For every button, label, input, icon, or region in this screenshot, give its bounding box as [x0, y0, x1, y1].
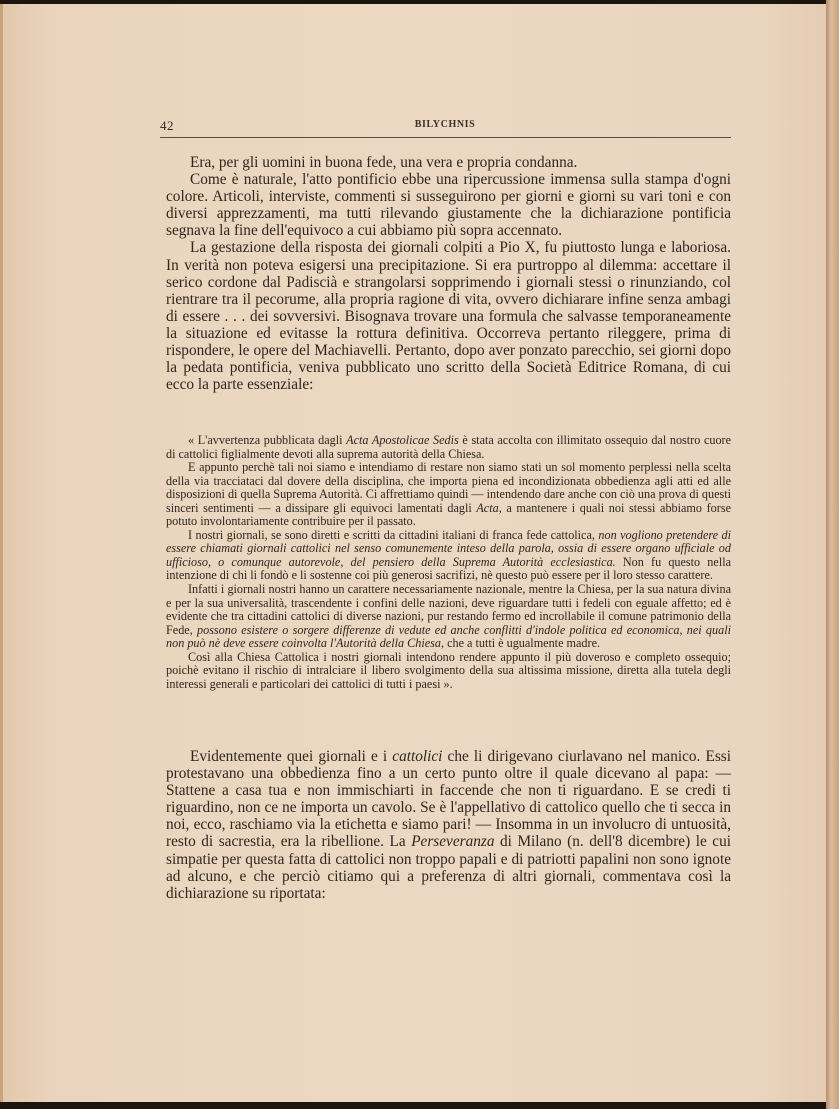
quote-italic: Acta Apostolicae Sedis: [346, 433, 459, 447]
body-text: che li dirigevano ciurlavano nel manico. Essi protestavano una obbedienza fino a un certo punto oltre il quale dicevano al papa: — Stattene a casa tua e non immischiarti in faccende che non ti riguardano. E se credi ti riguardino, non ce ne importa un cavolo. Se è l'appellativo di cattolico quello che ti secca in noi, ecco, raschiamo via la etichetta e siamo pari! — Insomma in un involucro di untuosità, resto di sacrestia, era la ribellione. La: [166, 748, 731, 851]
quote-italic: possono esistere o sorgere differenze di vedute ed anche conflitti d'indole politica ed economica, nei quali non può nè deve essere coinvolta l'Autorità della Chiesa: [166, 622, 731, 651]
quote-text: « L'avvertenza pubblicata dagli: [188, 433, 347, 447]
quote-text: è stata accolta con illimitato ossequio dal nostro cuore di cattolici figlialmente devoti alla suprema autorità della Chiesa.: [166, 433, 732, 461]
running-head: [160, 118, 730, 136]
quote-text: Infatti i giornali nostri hanno un carattere necessariamente nazionale, mentre la Chiesa, per la sua natura divina e per la sua universalità, trascendente i confini delle nazioni, deve riguardare tutti i fedeli con eguale affetto; ed è evidente che tra cittadini cattolici di diverse nazioni, pur restando fermo ed incrollabile il comune patrimonio della Fede,: [166, 582, 731, 637]
closing-text: [166, 748, 731, 902]
quote-paragraph: [166, 583, 731, 651]
book-page: [0, 4, 826, 1102]
body-italic: cattolici: [392, 748, 443, 765]
quote-paragraph: [166, 529, 731, 583]
quote-text: I nostri giornali, se sono diretti e scritti da cittadini italiani di franca fede cattolica,: [188, 527, 599, 542]
page-edge: [826, 0, 839, 1109]
header-rule: [160, 137, 731, 138]
paragraph: La gestazione della risposta dei giornali colpiti a Pio X, fu piuttosto lunga e laboriosa. In verità non poteva esigersi una precipitazione. Si era purtroppo al dilemma: accettare il serico cordone dal Padiscià e strangolarsi sopprimendo i giornali stessi o rinunziando, col rientrare tra il pecorume, alla propria ragione di vita, ovvero dichiarare infine senza ambagi di essere . . . dei sovversivi. Bisognava trovare una formula che salvasse temporaneamente la situazione ed evitasse la rottura definitiva. Occorreva pertanto rileggere, prima di rispondere, le opere del Machiavelli. Pertanto, dopo aver ponzato parecchio, sei giorni dopo la pedata pontificia, veniva pubblicato uno scritto della Società Editrice Romana, di cui ecco la parte essenziale:: [166, 239, 731, 394]
page-number: 42: [160, 118, 174, 133]
quote-paragraph: [166, 434, 731, 461]
quote-text: , a mantenere i quali noi stessi abbiamo forse potuto involontariamente contribuire per il passato.: [166, 500, 731, 529]
quote-paragraph: Così alla Chiesa Cattolica i nostri giornali intendono rendere appunto il più doveroso e completo ossequio; poichè evitano il rischio di intralciare il libero svolgimento della sua altissima missione, diretta alla tutela degli interessi generali e particolari dei cattolici di tutti i paesi ».: [166, 649, 731, 691]
body-text: di Milano (n. dell'8 dicembre) le cui simpatie per questa fatta di cattolici non troppo papali e di patriotti papalini non sono ignote ad alcuno, e che perciò citiamo qui a preferenza di altri giornali, commentava così la dichiarazione su riportata:: [166, 833, 731, 902]
paragraph: Come è naturale, l'atto pontificio ebbe una ripercussione immensa sulla stampa d'ogni colore. Articoli, interviste, commenti si susseguirono per giorni e giorni su vari toni e con diversi apprezzamenti, ma tutti rilevando giustamente che la dichiarazione pontificia segnava la fine dell'equivoco a cui abbiamo più sopra accennato.: [166, 171, 731, 240]
block-quote: [166, 434, 731, 691]
quote-italic: non vogliono pretendere di essere chiamati giornali cattolici nel senso comunemente inteso della parola, ossia di essere organo ufficiale od ufficioso, o comunque autorevole, del pensiero della Suprema Autorità ecclesiastica.: [166, 527, 732, 569]
journal-title: BILYCHNIS: [414, 119, 476, 130]
quote-paragraph: [166, 461, 731, 529]
body-italic: Perseveranza: [411, 833, 495, 851]
paragraph: Era, per gli uomini in buona fede, una vera e propria condanna.: [190, 154, 578, 171]
intro-text: [166, 154, 731, 393]
quote-text: Non fu questo nella intenzione di chi li fondò e li sostenne coi più generosi sacrifizi, nè questo può essere per il loro stesso carattere.: [166, 554, 731, 583]
quote-text: , che a tutti è ugualmente madre.: [440, 636, 601, 651]
quote-text: E appunto perchè tali noi siamo e intendiamo di restare non siamo stati un sol momento perplessi nella scelta della via tracciataci dal dovere della disciplina, che importa piena ed incondizionata obbedienza agli atti ed alle disposizioni di quella Suprema Autorità. Ci affrettiamo quindi — intendendo dare anche con ciò una prova di questi sinceri sentimenti — a dissipare gli equivoci lamentati dagli: [166, 460, 732, 515]
paragraph: [166, 748, 731, 902]
quote-italic: Acta: [476, 500, 499, 515]
body-text: Evidentemente quei giornali e i: [190, 748, 393, 765]
